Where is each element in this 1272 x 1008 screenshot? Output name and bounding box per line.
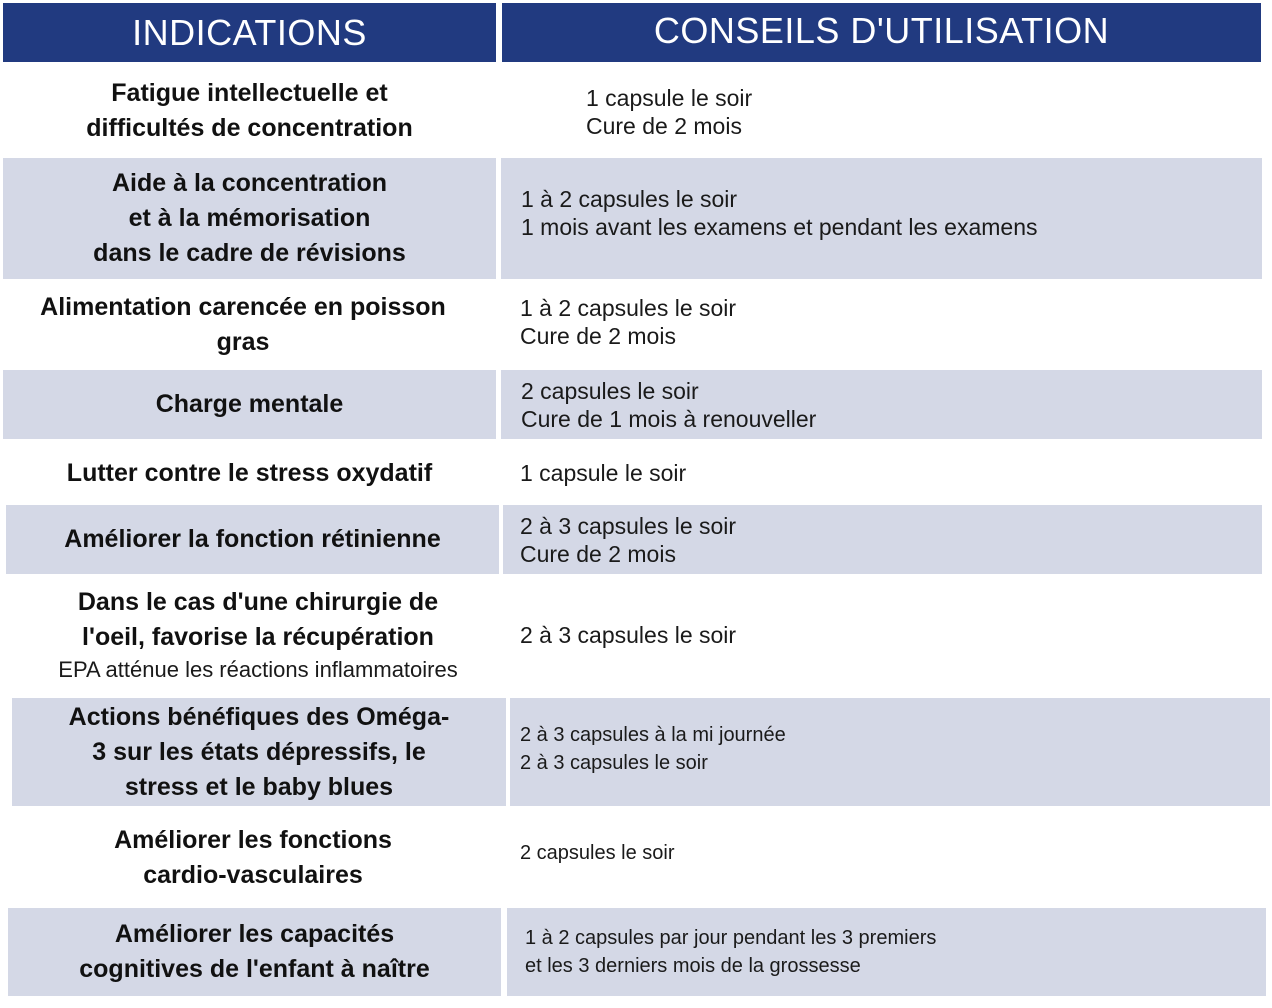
header-indications: INDICATIONS (3, 3, 496, 62)
indication-line: Améliorer la fonction rétinienne (64, 525, 441, 553)
conseil-line: 2 à 3 capsules à la mi journée (520, 724, 786, 746)
indication-cell (3, 580, 513, 690)
conseil-line: Cure de 2 mois (586, 112, 742, 139)
indication-cell (6, 505, 499, 574)
indication-cell (12, 698, 506, 806)
conseil-line: Cure de 2 mois (520, 323, 676, 349)
conseil-cell (520, 810, 1262, 896)
conseil-line: 1 capsule le soir (586, 84, 753, 111)
indication-cell (3, 158, 496, 279)
conseil-line: 2 capsules le soir (521, 377, 699, 404)
indication-line: Alimentation carencée en poisson (40, 293, 446, 321)
indication-line: Dans le cas d'une chirurgie de (77, 588, 439, 616)
indication-line: Fatigue intellectuelle et (111, 78, 388, 107)
indication-cell (3, 370, 496, 439)
indication-line: Améliorer les capacités (114, 920, 395, 948)
conseil-line: 1 à 2 capsules le soir (520, 295, 737, 321)
conseil-line: 2 à 3 capsules le soir (520, 752, 708, 774)
conseil-line: et les 3 derniers mois de la grossesse (525, 955, 861, 977)
indication-line: Actions bénéfiques des Oméga- (68, 702, 450, 731)
conseil-cell (510, 698, 1270, 806)
indication-cell (3, 64, 496, 157)
conseil-line: 2 à 3 capsules le soir (520, 512, 737, 539)
indication-line: stress et le baby blues (124, 772, 394, 801)
indication-line: cognitives de l'enfant à naître (79, 955, 430, 983)
conseil-cell (501, 370, 1262, 439)
indication-cell (3, 282, 483, 368)
indication-line: Charge mentale (155, 390, 344, 418)
conseil-line: 1 capsule le soir (520, 460, 687, 486)
indication-line: Aide à la concentration (111, 169, 388, 197)
conseil-line: 1 à 2 capsules par jour pendant les 3 premiers (525, 927, 937, 949)
conseil-line: 2 à 3 capsules le soir (520, 622, 737, 648)
indication-line: cardio-vasculaires (143, 861, 363, 889)
conseil-cell (501, 158, 1262, 279)
conseil-line: 1 mois avant les examens et pendant les examens (521, 213, 1038, 240)
conseil-cell (520, 580, 1262, 690)
indication-line: difficultés de concentration (86, 113, 413, 142)
indication-note: EPA atténue les réactions inflammatoires (58, 657, 458, 682)
conseil-line: 2 capsules le soir (520, 842, 675, 864)
header-conseils: CONSEILS D'UTILISATION (502, 3, 1261, 62)
conseil-line: 1 à 2 capsules le soir (521, 185, 738, 212)
conseil-cell (586, 64, 1261, 157)
conseil-line: Cure de 2 mois (520, 540, 676, 567)
indication-cell (3, 810, 503, 906)
conseil-cell (520, 442, 1262, 504)
conseil-cell (503, 505, 1262, 574)
indication-line: Améliorer les fonctions (114, 826, 392, 854)
indication-cell (3, 442, 496, 504)
conseil-cell (507, 908, 1266, 996)
indication-line: Lutter contre le stress oxydatif (66, 458, 433, 487)
conseil-line: Cure de 1 mois à renouveller (521, 405, 817, 432)
indication-line: dans le cadre de révisions (93, 239, 406, 267)
indication-line: 3 sur les états dépressifs, le (92, 737, 426, 766)
indication-line: l'oeil, favorise la récupération (82, 623, 434, 651)
indication-line: et à la mémorisation (128, 204, 371, 232)
indication-line: gras (216, 328, 270, 356)
conseil-cell (520, 282, 1262, 368)
indication-cell (8, 908, 501, 996)
